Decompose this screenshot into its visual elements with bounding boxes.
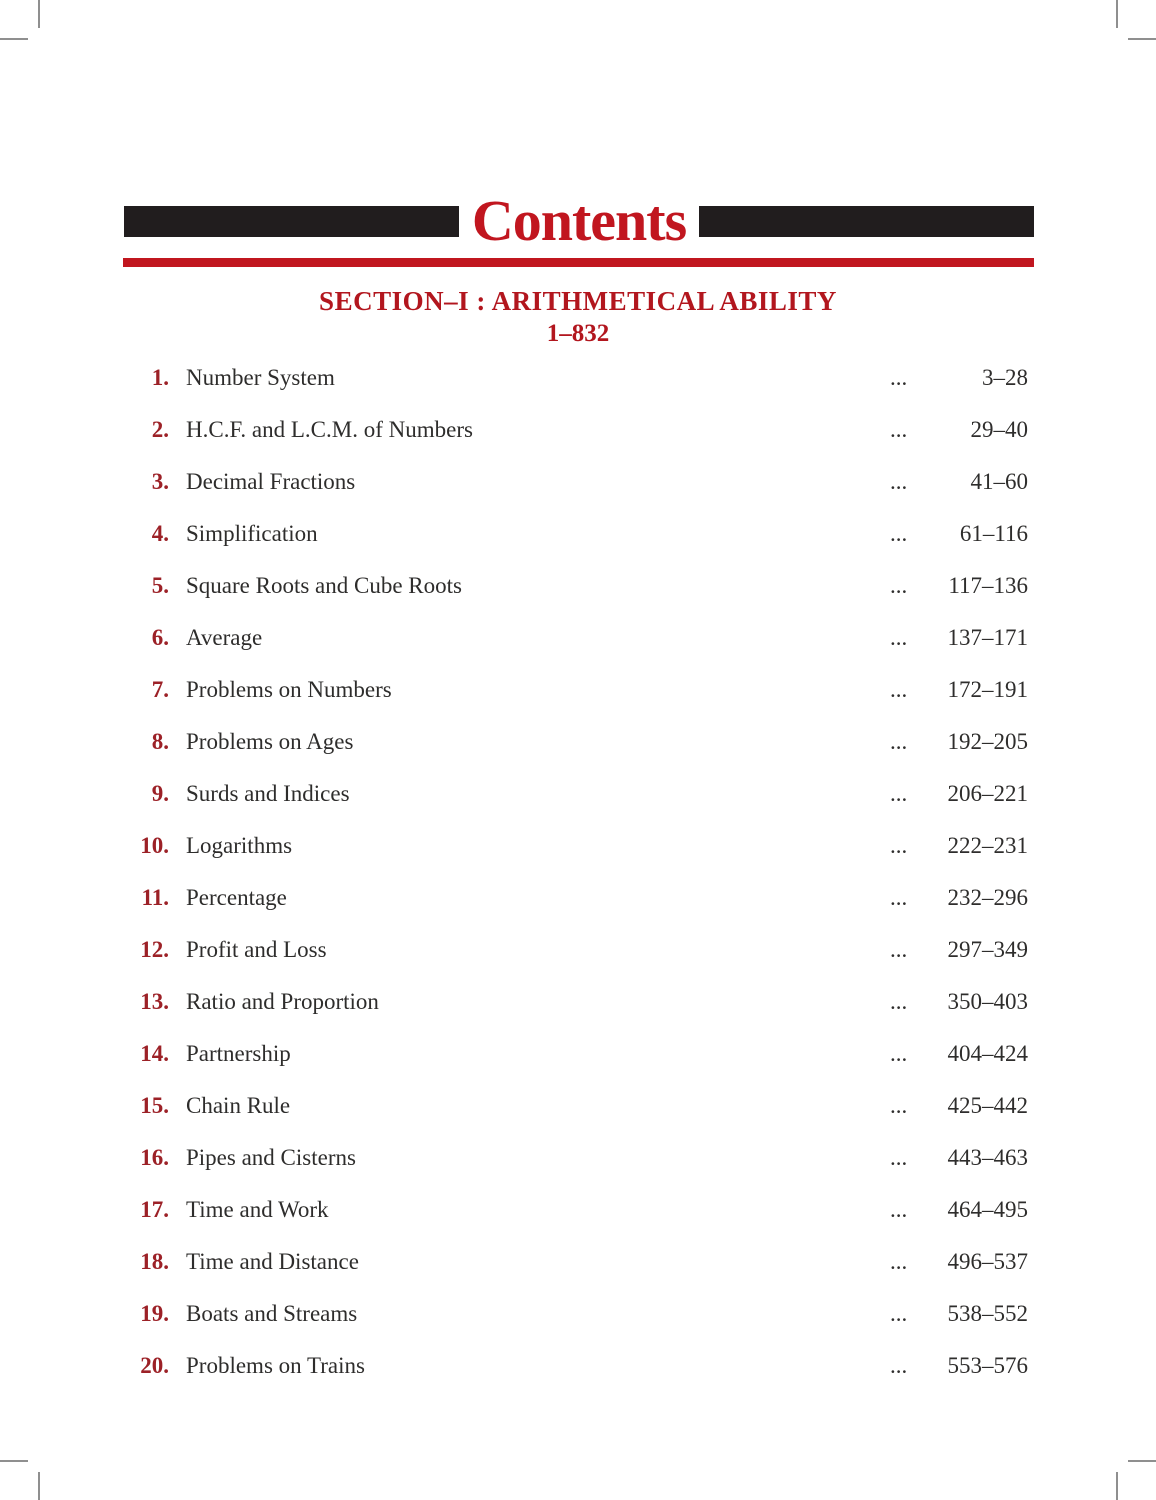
toc-entry-title: Pipes and Cisterns: [186, 1145, 356, 1170]
toc-entry-dots: ...: [890, 1301, 908, 1326]
toc-entry-title: Partnership: [186, 1041, 291, 1066]
toc-entry: [120, 716, 1028, 768]
toc-entry-dots: ...: [890, 1093, 908, 1118]
toc-entry-number: 10.: [140, 833, 169, 858]
toc-entry: [120, 1132, 1028, 1184]
toc-entry-dots: ...: [890, 885, 908, 910]
toc-entry-dots: ...: [890, 521, 908, 546]
toc-entry-number: 14.: [140, 1041, 169, 1066]
crop-mark-top-left-vertical: [38, 0, 40, 28]
toc-entry-pages: 192–205: [947, 729, 1028, 754]
toc-entry-number: 15.: [140, 1093, 169, 1118]
toc-entry-pages: 553–576: [947, 1353, 1028, 1378]
toc-entry-dots: ...: [890, 1249, 908, 1274]
toc-entry-number: 6.: [151, 625, 169, 650]
toc-entry-title: Number System: [186, 365, 335, 390]
toc-entry: [120, 1184, 1028, 1236]
toc-entry: [120, 664, 1028, 716]
toc-entry-dots: ...: [890, 625, 908, 650]
toc-entry-dots: ...: [890, 1041, 908, 1066]
toc-entry-title: H.C.F. and L.C.M. of Numbers: [186, 417, 473, 442]
masthead-right-bar: [699, 206, 1034, 237]
toc-entry-title: Profit and Loss: [186, 937, 327, 962]
toc-entry: [120, 1288, 1028, 1340]
toc-entry: [120, 872, 1028, 924]
toc-entry-title: Problems on Numbers: [186, 677, 392, 702]
toc-entry-title: Problems on Trains: [186, 1353, 365, 1378]
toc-entry: [120, 1340, 1028, 1392]
toc-entry-number: 3.: [151, 469, 169, 494]
toc-entry-pages: 297–349: [947, 937, 1028, 962]
masthead-left-bar: [124, 206, 459, 237]
toc-entry: [120, 1080, 1028, 1132]
toc-entry-pages: 538–552: [947, 1301, 1028, 1326]
toc-entry-title: Time and Work: [186, 1197, 329, 1222]
toc-entry-number: 19.: [140, 1301, 169, 1326]
toc-entry: [120, 612, 1028, 664]
toc-entry-number: 2.: [151, 417, 169, 442]
toc-entry-pages: 404–424: [947, 1041, 1028, 1066]
toc-entry-number: 7.: [151, 677, 169, 702]
toc-entry: [120, 352, 1028, 404]
toc-entry-number: 12.: [140, 937, 169, 962]
toc-entry-pages: 496–537: [947, 1249, 1028, 1274]
toc-entry-pages: 350–403: [947, 989, 1028, 1014]
toc-entry: [120, 924, 1028, 976]
crop-mark-bottom-right-vertical: [1116, 1472, 1118, 1500]
masthead: [124, 188, 1034, 253]
toc-entry-pages: 443–463: [947, 1145, 1028, 1170]
toc-entry-title: Average: [186, 625, 263, 650]
toc-entry-title: Ratio and Proportion: [186, 989, 379, 1014]
toc-entry-pages: 232–296: [947, 885, 1028, 910]
toc-entry-number: 1.: [151, 365, 169, 390]
crop-mark-bottom-left-horizontal: [0, 1460, 28, 1462]
toc-entry-number: 20.: [140, 1353, 169, 1378]
toc-entry-title: Surds and Indices: [186, 781, 350, 806]
toc-entry-dots: ...: [890, 781, 908, 806]
toc-entry-title: Boats and Streams: [186, 1301, 358, 1326]
toc-entry-number: 8.: [151, 729, 169, 754]
toc-entry: [120, 456, 1028, 508]
toc-entry-title: Simplification: [186, 521, 318, 546]
toc-entry-dots: ...: [890, 937, 908, 962]
toc-entry: [120, 1028, 1028, 1080]
masthead-red-rule: [123, 258, 1034, 267]
toc-entry-number: 4.: [151, 521, 169, 546]
toc-entry-pages: 41–60: [970, 469, 1028, 494]
toc-entry-number: 18.: [140, 1249, 169, 1274]
toc-entry-dots: ...: [890, 729, 908, 754]
toc-list: [120, 352, 1028, 1392]
toc-entry-number: 13.: [140, 989, 169, 1014]
toc-entry-pages: 222–231: [947, 833, 1028, 858]
crop-mark-top-left-horizontal: [0, 38, 28, 40]
toc-entry-number: 11.: [141, 885, 169, 910]
toc-entry-dots: ...: [890, 1353, 908, 1378]
toc-entry-pages: 206–221: [947, 781, 1028, 806]
crop-mark-top-right-horizontal: [1128, 38, 1156, 40]
toc-entry-pages: 3–28: [982, 365, 1028, 390]
toc-entry-number: 17.: [140, 1197, 169, 1222]
toc-entry-title: Chain Rule: [186, 1093, 291, 1118]
toc-entry-pages: 29–40: [970, 417, 1028, 442]
toc-entry: [120, 976, 1028, 1028]
toc-entry-title: Percentage: [186, 885, 287, 910]
crop-mark-bottom-left-vertical: [38, 1472, 40, 1500]
toc-entry-dots: ...: [890, 469, 908, 494]
toc-entry-dots: ...: [890, 677, 908, 702]
toc-entry-number: 9.: [151, 781, 169, 806]
toc-entry-title: Logarithms: [186, 833, 293, 858]
toc-entry-dots: ...: [890, 573, 908, 598]
toc-entry-pages: 464–495: [947, 1197, 1028, 1222]
toc-entry: [120, 768, 1028, 820]
section-heading: SECTION–I : ARITHMETICAL ABILITY: [319, 286, 837, 316]
toc-entry-pages: 172–191: [947, 677, 1028, 702]
toc-entry: [120, 560, 1028, 612]
toc-entry-dots: ...: [890, 833, 908, 858]
toc-entry: [120, 508, 1028, 560]
toc-entry-dots: ...: [890, 1197, 908, 1222]
toc-entry-title: Problems on Ages: [186, 729, 354, 754]
toc-entry-title: Decimal Fractions: [186, 469, 356, 494]
toc-entry: [120, 1236, 1028, 1288]
toc-entry-title: Square Roots and Cube Roots: [186, 573, 462, 598]
toc-entry-pages: 425–442: [947, 1093, 1028, 1118]
crop-mark-bottom-right-horizontal: [1128, 1460, 1156, 1462]
toc-entry-dots: ...: [890, 989, 908, 1014]
toc-entry-dots: ...: [890, 1145, 908, 1170]
toc-entry-pages: 117–136: [948, 573, 1028, 598]
toc-entry: [120, 404, 1028, 456]
page-title: Contents: [471, 188, 687, 253]
section-page-range: 1–832: [546, 320, 610, 347]
toc-entry-pages: 61–116: [959, 521, 1028, 546]
toc-entry-title: Time and Distance: [186, 1249, 359, 1274]
crop-mark-top-right-vertical: [1116, 0, 1118, 28]
toc-entry-number: 5.: [151, 573, 169, 598]
toc-entry-pages: 137–171: [947, 625, 1028, 650]
toc-entry-dots: ...: [890, 417, 908, 442]
toc-entry: [120, 820, 1028, 872]
toc-entry-dots: ...: [890, 365, 908, 390]
toc-entry-number: 16.: [140, 1145, 169, 1170]
